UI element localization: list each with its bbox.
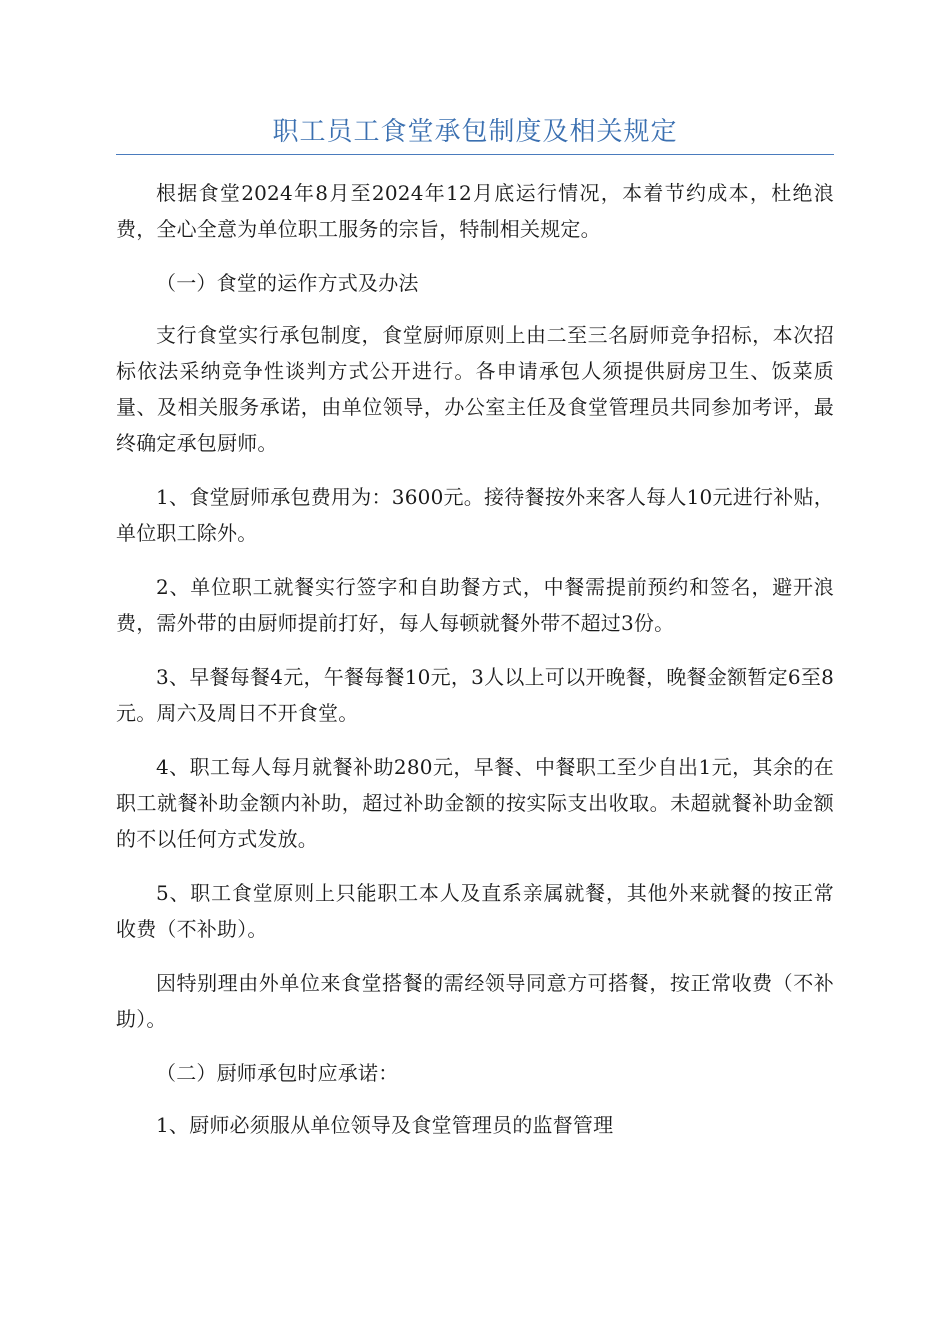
rule-item-3: 3、早餐每餐4元，午餐每餐10元，3人以上可以开晚餐，晚餐金额暂定6至8元。周六及周日不开食堂。 — [116, 665, 834, 725]
rule-item-4: 4、职工每人每月就餐补助280元，早餐、中餐职工至少自出1元，其余的在职工就餐补助金额内补助，超过补助金额的按实际支出收取。未超就餐补助金额的不以任何方式发放。 — [116, 755, 834, 851]
intro-paragraph: 根据食堂2024年8月至2024年12月底运行情况，本着节约成本，杜绝浪费，全心全意为单位职工服务的宗旨，特制相关规定。 — [116, 181, 834, 241]
section-heading-commitments: （二）厨师承包时应承诺： — [156, 1061, 399, 1085]
section-heading-operation: （一）食堂的运作方式及办法 — [156, 271, 419, 295]
contract-system-paragraph: 支行食堂实行承包制度，食堂厨师原则上由二至三名厨师竞争招标，本次招标依法采纳竞争性谈判方式公开进行。各申请承包人须提供厨房卫生、饭菜质量、及相关服务承诺，由单位领导，办公室主任及食堂管理员共同参加考评，最终确定承包厨师。 — [116, 323, 834, 455]
document-title: 职工员工食堂承包制度及相关规定 — [272, 117, 678, 147]
rule-item-1: 1、食堂厨师承包费用为：3600元。接待餐按外来客人每人10元进行补贴，单位职工除外。 — [116, 485, 834, 545]
special-case-paragraph: 因特别理由外单位来食堂搭餐的需经领导同意方可搭餐，按正常收费（不补助）。 — [116, 971, 834, 1031]
rule-item-5: 5、职工食堂原则上只能职工本人及直系亲属就餐，其他外来就餐的按正常收费（不补助）。 — [116, 881, 834, 941]
title-underline — [116, 154, 834, 155]
commitment-item-1: 1、厨师必须服从单位领导及食堂管理员的监督管理 — [156, 1113, 614, 1137]
rule-item-2: 2、单位职工就餐实行签字和自助餐方式，中餐需提前预约和签名，避开浪费，需外带的由厨师提前打好，每人每顿就餐外带不超过3份。 — [116, 575, 834, 635]
document-body — [116, 175, 834, 1161]
